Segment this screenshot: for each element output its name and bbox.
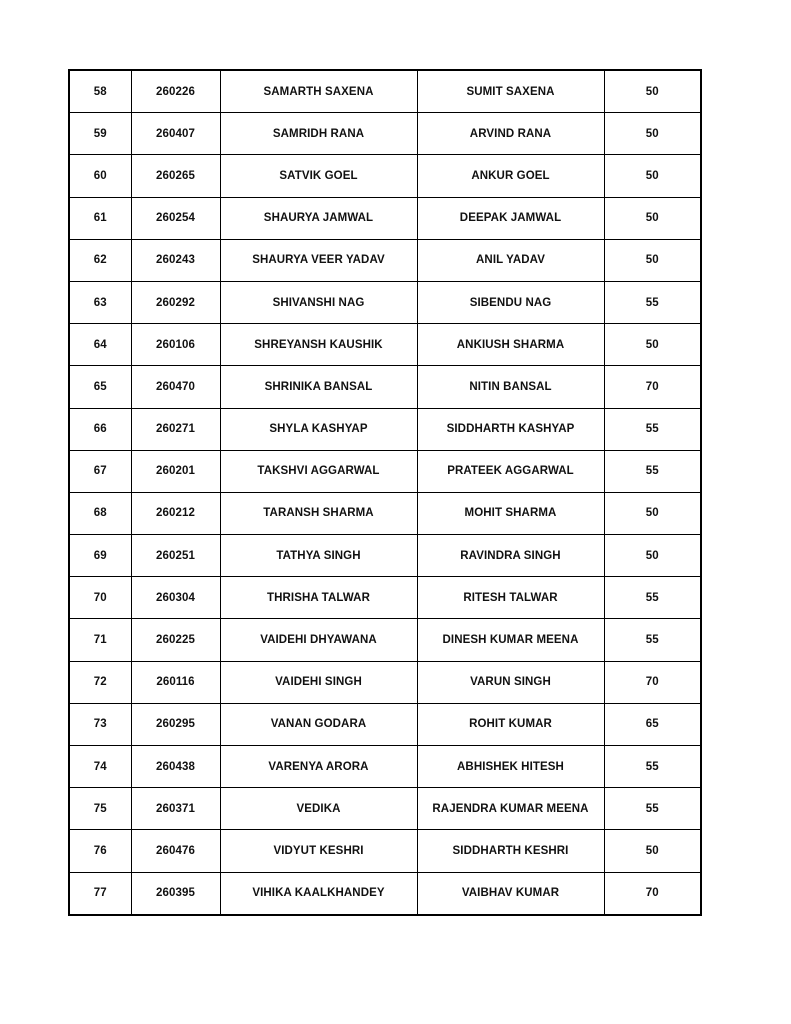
admission-number-cell: 260201 (131, 450, 220, 492)
student-name-cell: SHYLA KASHYAP (220, 408, 417, 450)
student-name-cell: TARANSH SHARMA (220, 492, 417, 534)
student-name-cell: SATVIK GOEL (220, 155, 417, 197)
parent-name-cell: PRATEEK AGGARWAL (417, 450, 604, 492)
parent-name-cell: ARVIND RANA (417, 113, 604, 155)
admission-number-cell: 260265 (131, 155, 220, 197)
marks-cell: 50 (604, 70, 701, 113)
parent-name-cell: MOHIT SHARMA (417, 492, 604, 534)
marks-cell: 50 (604, 113, 701, 155)
table-row (69, 788, 701, 830)
parent-name-cell: VARUN SINGH (417, 661, 604, 703)
parent-name-cell: SIDDHARTH KESHRI (417, 830, 604, 872)
marks-cell: 50 (604, 535, 701, 577)
admission-number-cell: 260470 (131, 366, 220, 408)
marks-cell: 50 (604, 155, 701, 197)
parent-name-cell: NITIN BANSAL (417, 366, 604, 408)
admission-number-cell: 260271 (131, 408, 220, 450)
marks-cell: 55 (604, 788, 701, 830)
admission-number-cell: 260407 (131, 113, 220, 155)
student-name-cell: SAMARTH SAXENA (220, 70, 417, 113)
table-row (69, 408, 701, 450)
table-row (69, 830, 701, 872)
parent-name-cell: SUMIT SAXENA (417, 70, 604, 113)
serial-number-cell: 73 (69, 703, 131, 745)
parent-name-cell: SIBENDU NAG (417, 281, 604, 323)
marks-cell: 50 (604, 197, 701, 239)
student-name-cell: VIHIKA KAALKHANDEY (220, 872, 417, 915)
marks-cell: 55 (604, 450, 701, 492)
table-row (69, 70, 701, 113)
admission-number-cell: 260212 (131, 492, 220, 534)
student-name-cell: TAKSHVI AGGARWAL (220, 450, 417, 492)
table-row (69, 535, 701, 577)
student-name-cell: SHAURYA VEER YADAV (220, 239, 417, 281)
student-name-cell: SHREYANSH KAUSHIK (220, 324, 417, 366)
table-row (69, 155, 701, 197)
table-row (69, 197, 701, 239)
parent-name-cell: SIDDHARTH KASHYAP (417, 408, 604, 450)
serial-number-cell: 66 (69, 408, 131, 450)
admission-number-cell: 260106 (131, 324, 220, 366)
marks-cell: 55 (604, 281, 701, 323)
student-name-cell: THRISHA TALWAR (220, 577, 417, 619)
admission-number-cell: 260226 (131, 70, 220, 113)
serial-number-cell: 60 (69, 155, 131, 197)
serial-number-cell: 68 (69, 492, 131, 534)
parent-name-cell: ANKIUSH SHARMA (417, 324, 604, 366)
marks-cell: 50 (604, 830, 701, 872)
marks-cell: 55 (604, 746, 701, 788)
student-name-cell: TATHYA SINGH (220, 535, 417, 577)
serial-number-cell: 62 (69, 239, 131, 281)
table-row (69, 619, 701, 661)
serial-number-cell: 67 (69, 450, 131, 492)
marks-cell: 50 (604, 492, 701, 534)
table-row (69, 746, 701, 788)
marks-cell: 65 (604, 703, 701, 745)
student-name-cell: SHIVANSHI NAG (220, 281, 417, 323)
serial-number-cell: 74 (69, 746, 131, 788)
student-name-cell: VEDIKA (220, 788, 417, 830)
admission-number-cell: 260304 (131, 577, 220, 619)
parent-name-cell: RAVINDRA SINGH (417, 535, 604, 577)
student-name-cell: SHAURYA JAMWAL (220, 197, 417, 239)
marks-cell: 55 (604, 619, 701, 661)
admission-number-cell: 260371 (131, 788, 220, 830)
marks-cell: 70 (604, 872, 701, 915)
table-row (69, 450, 701, 492)
admission-number-cell: 260116 (131, 661, 220, 703)
serial-number-cell: 58 (69, 70, 131, 113)
table-row (69, 281, 701, 323)
student-name-cell: VARENYA ARORA (220, 746, 417, 788)
student-name-cell: VIDYUT KESHRI (220, 830, 417, 872)
table-row (69, 577, 701, 619)
student-name-cell: VAIDEHI SINGH (220, 661, 417, 703)
table-row (69, 324, 701, 366)
admission-number-cell: 260438 (131, 746, 220, 788)
marks-cell: 55 (604, 408, 701, 450)
student-name-cell: SAMRIDH RANA (220, 113, 417, 155)
table-row (69, 872, 701, 915)
table-row (69, 661, 701, 703)
admission-number-cell: 260295 (131, 703, 220, 745)
serial-number-cell: 77 (69, 872, 131, 915)
marks-cell: 70 (604, 661, 701, 703)
admission-number-cell: 260292 (131, 281, 220, 323)
table-row (69, 113, 701, 155)
parent-name-cell: DEEPAK JAMWAL (417, 197, 604, 239)
admission-number-cell: 260225 (131, 619, 220, 661)
marks-cell: 50 (604, 239, 701, 281)
serial-number-cell: 69 (69, 535, 131, 577)
marks-cell: 50 (604, 324, 701, 366)
table-row (69, 366, 701, 408)
student-name-cell: SHRINIKA BANSAL (220, 366, 417, 408)
marks-cell: 70 (604, 366, 701, 408)
parent-name-cell: ROHIT KUMAR (417, 703, 604, 745)
parent-name-cell: DINESH KUMAR MEENA (417, 619, 604, 661)
table-row (69, 492, 701, 534)
parent-name-cell: VAIBHAV KUMAR (417, 872, 604, 915)
admission-number-cell: 260476 (131, 830, 220, 872)
student-marks-table (68, 69, 702, 916)
serial-number-cell: 63 (69, 281, 131, 323)
student-name-cell: VAIDEHI DHYAWANA (220, 619, 417, 661)
student-name-cell: VANAN GODARA (220, 703, 417, 745)
serial-number-cell: 70 (69, 577, 131, 619)
serial-number-cell: 64 (69, 324, 131, 366)
table-row (69, 239, 701, 281)
serial-number-cell: 75 (69, 788, 131, 830)
table-row (69, 703, 701, 745)
admission-number-cell: 260243 (131, 239, 220, 281)
serial-number-cell: 61 (69, 197, 131, 239)
table-body (69, 70, 701, 915)
admission-number-cell: 260251 (131, 535, 220, 577)
serial-number-cell: 65 (69, 366, 131, 408)
parent-name-cell: ABHISHEK HITESH (417, 746, 604, 788)
parent-name-cell: ANIL YADAV (417, 239, 604, 281)
admission-number-cell: 260395 (131, 872, 220, 915)
parent-name-cell: ANKUR GOEL (417, 155, 604, 197)
parent-name-cell: RITESH TALWAR (417, 577, 604, 619)
parent-name-cell: RAJENDRA KUMAR MEENA (417, 788, 604, 830)
serial-number-cell: 71 (69, 619, 131, 661)
serial-number-cell: 59 (69, 113, 131, 155)
admission-number-cell: 260254 (131, 197, 220, 239)
marks-cell: 55 (604, 577, 701, 619)
serial-number-cell: 72 (69, 661, 131, 703)
serial-number-cell: 76 (69, 830, 131, 872)
